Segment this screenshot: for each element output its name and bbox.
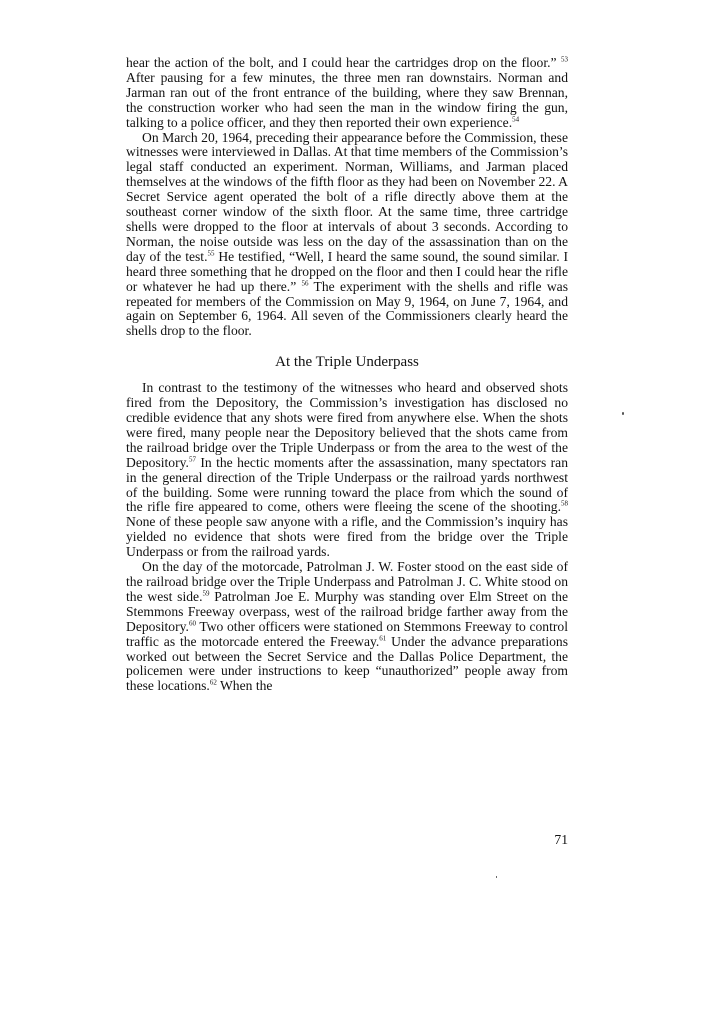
footnote-marker: 62 <box>209 678 217 687</box>
footnote-marker: 55 <box>207 249 215 258</box>
scan-speck <box>622 412 624 415</box>
footnote-marker: 53 <box>561 55 568 64</box>
paragraph-3 <box>126 381 568 560</box>
page-number: 71 <box>554 832 568 847</box>
text-run: In contrast to the testimony of the witnesses who heard and observed shots fired from the Depository, the Commission’s investigation has disclosed no credible evidence that any shots were fired from anywhere else. When the shots were fired, many people near the Depository believed that the shots came from the railroad bridge over the Triple Underpass or from the area to the west of the Depository. <box>126 380 568 470</box>
footnote-marker: 59 <box>202 589 210 598</box>
footnote-marker: 58 <box>561 499 568 508</box>
text-run: The experiment with the shells and rifle was repeated for members of the Commission on May 9, 1964, on June 7, 1964, and again on September 6, 1964. All seven of the Commissioners clearly heard the shells drop to the floor. <box>126 278 568 339</box>
text-run: On the day of the motorcade, Patrolman J. W. Foster stood on the east side of the railroad bridge over the Triple Underpass and Patrolman J. C. White stood on the west side. <box>126 559 568 604</box>
section-heading: At the Triple Underpass <box>275 354 419 371</box>
paragraph-4 <box>126 560 568 694</box>
text-run: Patrolman Joe E. Murphy was standing over Elm Street on the Stemmons Freeway overpass, west of the railroad bridge farther away from the Depository. <box>126 588 568 634</box>
text-run: In the hectic moments after the assassination, many spectators ran in the general direction of the Triple Underpass or the railroad yards northwest of the building. Some were running toward the place from which the sound of the rifle fire appeared to come, others were fleeing the scene of the shooting. <box>126 454 568 515</box>
paragraph-2 <box>126 131 568 340</box>
footnote-marker: 61 <box>379 634 387 643</box>
text-run: None of these people saw anyone with a rifle, and the Commission’s inquiry has yielded no evidence that shots were fired from the bridge over the Triple Underpass or from the railroad yards. <box>126 514 568 560</box>
footnote-marker: 54 <box>512 115 520 124</box>
paragraph-1 <box>126 56 568 131</box>
document-body <box>126 56 568 694</box>
text-run: hear the action of the bolt, and I could hear the cartridges drop on the floor.” <box>126 55 561 70</box>
footnote-marker: 56 <box>301 279 309 288</box>
text-run: On March 20, 1964, preceding their appearance before the Commission, these witnesses were interviewed in Dallas. At that time members of the Commission’s legal staff conducted an experiment. Norman, Williams, and Jarman placed themselves at the windows of the fifth floor as they had been on November 22. A Secret Service agent operated the bolt of a rifle directly above them at the southeast corner window of the sixth floor. At the same time, three cartridge shells were dropped to the floor at intervals of about 3 seconds. According to Norman, the noise outside was less on the day of the assassination than on the day of the test. <box>126 129 568 264</box>
text-run: After pausing for a few minutes, the three men ran downstairs. Norman and Jarman ran out of the front entrance of the building, where they saw Brennan, the construction worker who had seen the man in the window firing the gun, talking to a police officer, and they then reported their own experience. <box>126 69 568 130</box>
text-run: Under the advance preparations worked out between the Secret Service and the Dallas Police Department, the policemen were under instructions to keep “unauthorized” people away from these locations. <box>126 633 568 694</box>
text-run: He testified, “Well, I heard the same sound, the sound similar. I heard three something that he dropped on the floor and then I could hear the rifle or whatever he had up there.” <box>126 248 568 294</box>
footnote-marker: 57 <box>188 455 196 464</box>
scan-speck <box>496 876 497 878</box>
text-run: When the <box>216 678 273 694</box>
footnote-marker: 60 <box>188 619 196 628</box>
text-run: Two other officers were stationed on Stemmons Freeway to control traffic as the motorcade entered the Freeway. <box>126 618 568 649</box>
